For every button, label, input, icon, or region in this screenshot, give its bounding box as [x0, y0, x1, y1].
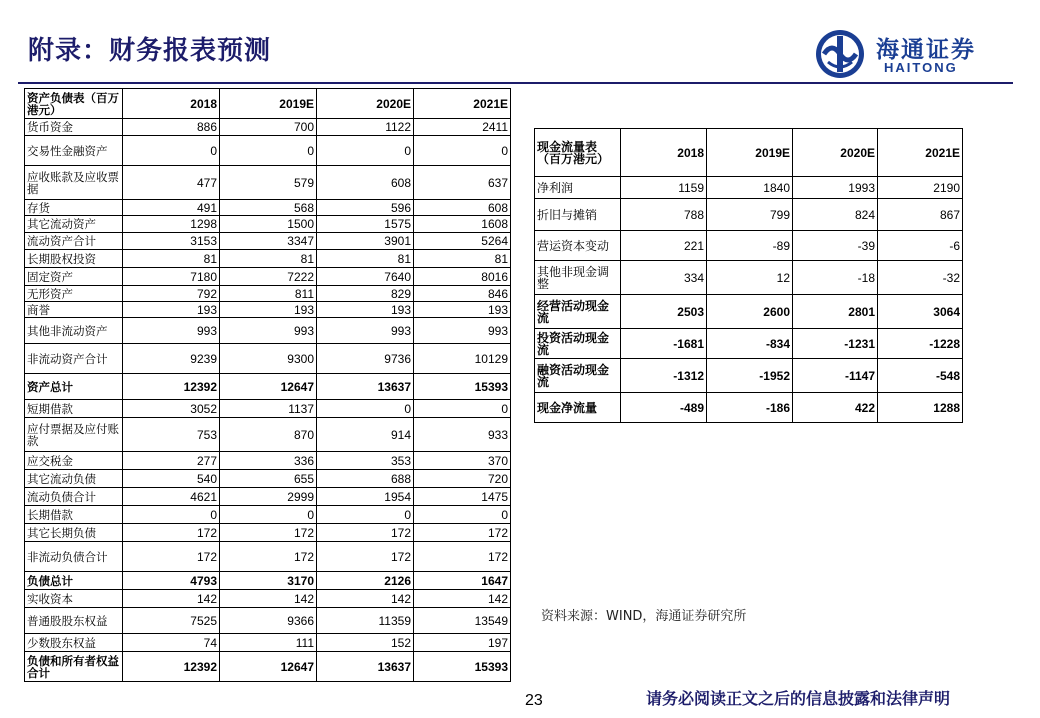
cell-value: -834: [707, 329, 793, 359]
cell-value: 491: [123, 200, 220, 216]
cell-value: 3901: [317, 233, 414, 250]
header-divider: [18, 82, 1013, 84]
cell-value: 0: [220, 506, 317, 524]
row-label: 固定资产: [25, 268, 123, 286]
table-header-row: [25, 89, 511, 119]
cell-value: 277: [123, 452, 220, 470]
cell-value: 2190: [878, 177, 963, 199]
cell-value: 829: [317, 286, 414, 302]
cell-value: 13549: [414, 608, 511, 634]
cell-value: 540: [123, 470, 220, 488]
cell-value: 3052: [123, 400, 220, 418]
table-row: [535, 359, 963, 393]
cell-value: 172: [317, 542, 414, 572]
source-note: 资料来源：WIND，海通证券研究所: [541, 609, 747, 624]
table-header-label: 现金流量表（百万港元）: [535, 129, 621, 177]
cell-value: 1475: [414, 488, 511, 506]
cell-value: 3347: [220, 233, 317, 250]
table-row: [25, 418, 511, 452]
row-label: 普通股股东权益: [25, 608, 123, 634]
cell-value: 334: [621, 261, 707, 295]
table-row: [25, 344, 511, 374]
cell-value: 142: [123, 590, 220, 608]
cell-value: 637: [414, 166, 511, 200]
year-header: 2018: [621, 129, 707, 177]
table-row: [25, 524, 511, 542]
cell-value: 1575: [317, 216, 414, 233]
cell-value: 9239: [123, 344, 220, 374]
cell-value: 172: [123, 542, 220, 572]
table-row: [25, 233, 511, 250]
cell-value: 867: [878, 199, 963, 231]
cell-value: 3153: [123, 233, 220, 250]
row-label: 无形资产: [25, 286, 123, 302]
cell-value: 81: [414, 250, 511, 268]
page-title: 附录：财务报表预测: [28, 36, 272, 66]
row-label: 其他非流动资产: [25, 318, 123, 344]
cell-value: 10129: [414, 344, 511, 374]
row-label: 非流动负债合计: [25, 542, 123, 572]
cell-value: -32: [878, 261, 963, 295]
cell-value: 1500: [220, 216, 317, 233]
row-label: 应付票据及应付账款: [25, 418, 123, 452]
cell-value: 579: [220, 166, 317, 200]
row-label: 其它流动负债: [25, 470, 123, 488]
cell-value: 824: [793, 199, 878, 231]
cell-value: 7222: [220, 268, 317, 286]
row-label: 负债总计: [25, 572, 123, 590]
row-label: 实收资本: [25, 590, 123, 608]
row-label: 长期借款: [25, 506, 123, 524]
cell-value: 1137: [220, 400, 317, 418]
cell-value: 846: [414, 286, 511, 302]
table-row: [535, 261, 963, 295]
cell-value: 197: [414, 634, 511, 652]
year-header: 2020E: [793, 129, 878, 177]
cell-value: 12392: [123, 652, 220, 682]
cell-value: -1228: [878, 329, 963, 359]
cell-value: -1952: [707, 359, 793, 393]
cell-value: 1954: [317, 488, 414, 506]
cell-value: 193: [123, 302, 220, 318]
year-header: 2019E: [220, 89, 317, 119]
cell-value: 9300: [220, 344, 317, 374]
cell-value: 0: [220, 136, 317, 166]
cell-value: 81: [220, 250, 317, 268]
row-label: 折旧与摊销: [535, 199, 621, 231]
table-row: [25, 470, 511, 488]
cell-value: 993: [123, 318, 220, 344]
haitong-logo: [812, 28, 1012, 80]
row-label: 其它长期负债: [25, 524, 123, 542]
cell-value: 688: [317, 470, 414, 488]
cell-value: 7640: [317, 268, 414, 286]
cell-value: 193: [414, 302, 511, 318]
cell-value: 0: [414, 136, 511, 166]
cell-value: 353: [317, 452, 414, 470]
cell-value: 2503: [621, 295, 707, 329]
table-header-row: [535, 129, 963, 177]
cell-value: 11359: [317, 608, 414, 634]
cell-value: -1147: [793, 359, 878, 393]
table-row: [25, 506, 511, 524]
cell-value: 5264: [414, 233, 511, 250]
cell-value: 15393: [414, 652, 511, 682]
cell-value: 993: [414, 318, 511, 344]
table-row: [25, 542, 511, 572]
cell-value: -89: [707, 231, 793, 261]
table-row: [25, 572, 511, 590]
cell-value: 0: [317, 136, 414, 166]
table-row: [25, 488, 511, 506]
cell-value: 172: [414, 542, 511, 572]
row-label: 应交税金: [25, 452, 123, 470]
table-row: [25, 200, 511, 216]
cell-value: 152: [317, 634, 414, 652]
table-row: [25, 374, 511, 400]
table-row: [25, 634, 511, 652]
cell-value: 933: [414, 418, 511, 452]
cell-value: 0: [123, 506, 220, 524]
cell-value: 172: [317, 524, 414, 542]
cell-value: 811: [220, 286, 317, 302]
cell-value: 1993: [793, 177, 878, 199]
cell-value: 7180: [123, 268, 220, 286]
cell-value: 720: [414, 470, 511, 488]
cell-value: -39: [793, 231, 878, 261]
cell-value: 700: [220, 119, 317, 136]
cell-value: 142: [220, 590, 317, 608]
row-label: 负债和所有者权益合计: [25, 652, 123, 682]
cell-value: 172: [414, 524, 511, 542]
cell-value: 336: [220, 452, 317, 470]
cell-value: 193: [317, 302, 414, 318]
cell-value: 608: [414, 200, 511, 216]
row-label: 短期借款: [25, 400, 123, 418]
haitong-emblem-icon: [812, 28, 868, 80]
row-label: 投资活动现金流: [535, 329, 621, 359]
cell-value: 422: [793, 393, 878, 423]
cell-value: 1608: [414, 216, 511, 233]
cell-value: 4621: [123, 488, 220, 506]
cell-value: 15393: [414, 374, 511, 400]
cell-value: -186: [707, 393, 793, 423]
table-row: [25, 400, 511, 418]
table-row: [25, 166, 511, 200]
table-row: [25, 608, 511, 634]
cell-value: 2600: [707, 295, 793, 329]
cell-value: 12647: [220, 652, 317, 682]
year-header: 2018: [123, 89, 220, 119]
row-label: 流动负债合计: [25, 488, 123, 506]
cell-value: 3064: [878, 295, 963, 329]
cell-value: 788: [621, 199, 707, 231]
table-row: [535, 231, 963, 261]
row-label: 长期股权投资: [25, 250, 123, 268]
year-header: 2019E: [707, 129, 793, 177]
cell-value: 2801: [793, 295, 878, 329]
cell-value: 3170: [220, 572, 317, 590]
cell-value: 0: [317, 400, 414, 418]
table-row: [25, 302, 511, 318]
cell-value: -1312: [621, 359, 707, 393]
cell-value: 221: [621, 231, 707, 261]
cell-value: 193: [220, 302, 317, 318]
cell-value: 799: [707, 199, 793, 231]
cell-value: 7525: [123, 608, 220, 634]
table-row: [535, 329, 963, 359]
cell-value: 9736: [317, 344, 414, 374]
row-label: 存货: [25, 200, 123, 216]
cell-value: 596: [317, 200, 414, 216]
logo-chinese-text: 海通证券: [876, 36, 976, 63]
cell-value: 1647: [414, 572, 511, 590]
row-label: 流动资产合计: [25, 233, 123, 250]
cell-value: 0: [414, 506, 511, 524]
table-row: [25, 136, 511, 166]
row-label: 净利润: [535, 177, 621, 199]
cell-value: -1681: [621, 329, 707, 359]
logo-english-text: HAITONG: [884, 60, 958, 75]
table-row: [25, 452, 511, 470]
page-number: 23: [525, 692, 543, 709]
table-row: [25, 250, 511, 268]
balance-sheet-table: [24, 88, 511, 682]
cell-value: 172: [220, 524, 317, 542]
row-label: 其他非现金调整: [535, 261, 621, 295]
row-label: 现金净流量: [535, 393, 621, 423]
table-row: [25, 590, 511, 608]
row-label: 商誉: [25, 302, 123, 318]
cell-value: -1231: [793, 329, 878, 359]
cell-value: 0: [414, 400, 511, 418]
cell-value: 2126: [317, 572, 414, 590]
row-label: 少数股东权益: [25, 634, 123, 652]
cell-value: 792: [123, 286, 220, 302]
cell-value: 477: [123, 166, 220, 200]
cell-value: 172: [220, 542, 317, 572]
row-label: 资产总计: [25, 374, 123, 400]
row-label: 应收账款及应收票据: [25, 166, 123, 200]
table-row: [535, 295, 963, 329]
cell-value: 0: [317, 506, 414, 524]
row-label: 营运资本变动: [535, 231, 621, 261]
cell-value: 1122: [317, 119, 414, 136]
cell-value: 914: [317, 418, 414, 452]
row-label: 交易性金融资产: [25, 136, 123, 166]
cell-value: 0: [123, 136, 220, 166]
cell-value: 13637: [317, 652, 414, 682]
year-header: 2021E: [878, 129, 963, 177]
cell-value: 111: [220, 634, 317, 652]
cell-value: 993: [317, 318, 414, 344]
row-label: 融资活动现金流: [535, 359, 621, 393]
table-row: [535, 199, 963, 231]
table-row: [25, 216, 511, 233]
cell-value: 172: [123, 524, 220, 542]
cell-value: 870: [220, 418, 317, 452]
cell-value: 74: [123, 634, 220, 652]
cash-flow-table: [534, 128, 963, 423]
cell-value: 2999: [220, 488, 317, 506]
cell-value: 12392: [123, 374, 220, 400]
cell-value: 1288: [878, 393, 963, 423]
cell-value: 142: [317, 590, 414, 608]
cell-value: -6: [878, 231, 963, 261]
cell-value: -18: [793, 261, 878, 295]
table-row: [25, 268, 511, 286]
cell-value: 370: [414, 452, 511, 470]
cell-value: 1840: [707, 177, 793, 199]
table-row: [25, 652, 511, 682]
cell-value: 753: [123, 418, 220, 452]
cell-value: 1298: [123, 216, 220, 233]
table-row: [535, 393, 963, 423]
cell-value: 993: [220, 318, 317, 344]
cell-value: 142: [414, 590, 511, 608]
cell-value: -548: [878, 359, 963, 393]
legal-disclaimer: 请务必阅读正文之后的信息披露和法律声明: [646, 689, 951, 708]
row-label: 其它流动资产: [25, 216, 123, 233]
cell-value: 13637: [317, 374, 414, 400]
cell-value: 8016: [414, 268, 511, 286]
cell-value: 568: [220, 200, 317, 216]
cell-value: 9366: [220, 608, 317, 634]
cell-value: 12647: [220, 374, 317, 400]
cell-value: 2411: [414, 119, 511, 136]
cell-value: 655: [220, 470, 317, 488]
cell-value: 4793: [123, 572, 220, 590]
year-header: 2021E: [414, 89, 511, 119]
row-label: 经营活动现金流: [535, 295, 621, 329]
row-label: 货币资金: [25, 119, 123, 136]
table-row: [535, 177, 963, 199]
row-label: 非流动资产合计: [25, 344, 123, 374]
table-row: [25, 286, 511, 302]
cell-value: -489: [621, 393, 707, 423]
table-row: [25, 119, 511, 136]
cell-value: 886: [123, 119, 220, 136]
table-row: [25, 318, 511, 344]
cell-value: 81: [123, 250, 220, 268]
cell-value: 81: [317, 250, 414, 268]
cell-value: 608: [317, 166, 414, 200]
cell-value: 1159: [621, 177, 707, 199]
cell-value: 12: [707, 261, 793, 295]
year-header: 2020E: [317, 89, 414, 119]
table-header-label: 资产负债表（百万港元）: [25, 89, 123, 119]
